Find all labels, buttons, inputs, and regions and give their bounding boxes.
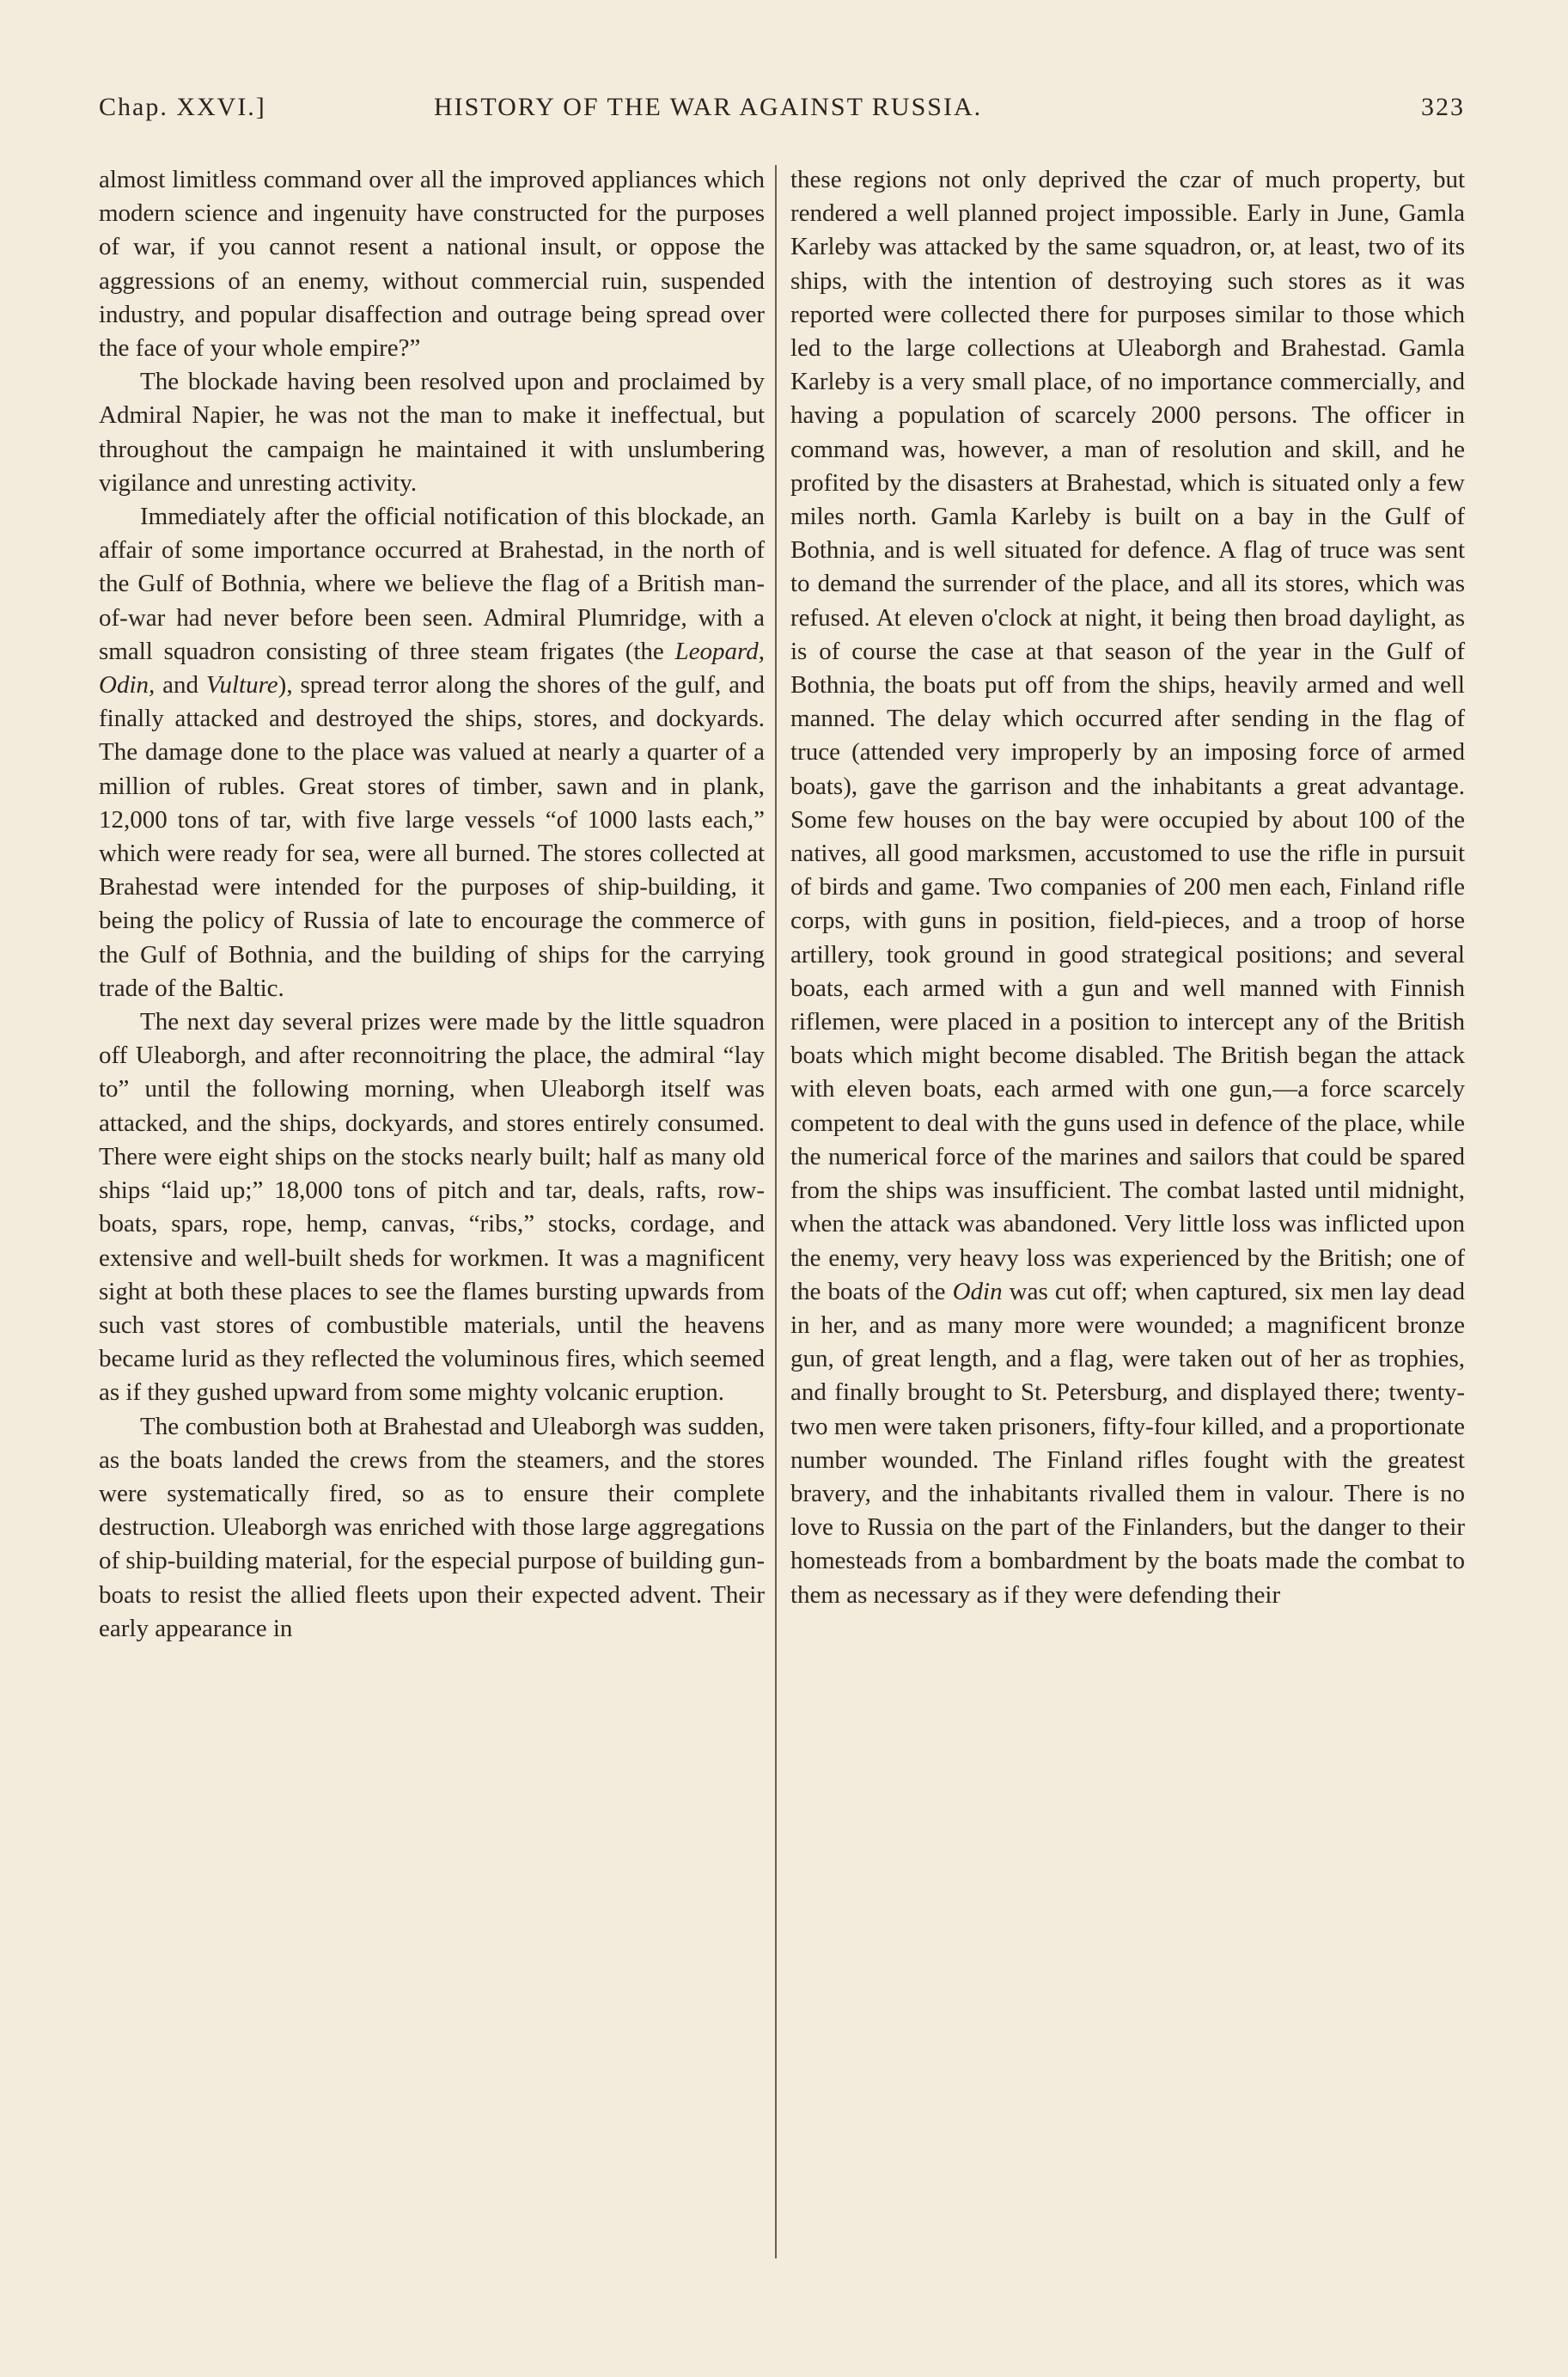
right-column xyxy=(790,163,1465,1612)
paragraph: almost limitless command over all the improved appliances which modern science and ingenuity have constructed for the purposes of war, if you cannot resent a national insult, or oppose the aggressions of an enemy, without commercial ruin, suspended industry, and popular disaffection and outrage being spread over the face of your whole empire?” xyxy=(99,166,765,363)
paragraph: The combustion both at Brahestad and Uleaborgh was sudden, as the boats landed the crews from the steamers, and the stores were systematically fired, so as to ensure their complete destruction. Uleaborgh was enriched with those large aggregations of ship-building material, for the especial purpose of building gun-boats to resist the allied fleets upon their expected advent. Their early appearance in xyxy=(99,1412,765,1642)
ship-name: Leopard, xyxy=(674,637,765,665)
text-run: ), spread terror along the shores of the gulf, and finally attacked and destroyed the ships, stores, and dockyards. The damage done to the place was valued at nearly a quarter of a million of rubles. Great stores of timber, sawn and in plank, 12,000 tons of tar, with five large vessels “of 1000 lasts each,” which were ready for sea, were all burned. The stores collected at Brahestad were intended for the purposes of ship-building, it being the policy of Russia of late to encourage the commerce of the Gulf of Bothnia, and the building of ships for the carrying trade of the Baltic. xyxy=(99,671,766,1002)
paragraph xyxy=(99,500,765,1005)
text-run: Immediately after the official notification of this blockade, an affair of some importance occurred at Brahestad, in the north of the Gulf of Bothnia, where we believe the flag of a British man-of-war had never before been seen. Admiral Plumridge, with a small squadron consisting of three steam frigates (the xyxy=(99,503,765,665)
page-number: 323 xyxy=(1421,93,1465,121)
column-divider xyxy=(775,165,777,2258)
left-column xyxy=(99,163,765,1646)
paragraph xyxy=(790,163,1465,1612)
text-run: was cut off; when captured, six men lay dead in her, and as many more were wounded; a magnificent bronze gun, of great length, and a flag, were taken out of her as trophies, and finally brought to St. Petersburg, and displayed there; twenty-two men were taken prisoners, fifty-four killed, and a proportionate number wounded. The Finland rifles fought with the greatest bravery, and the inhabitants rivalled them in valour. There is no love to Russia on the part of the Finlanders, but the danger to their homesteads from a bombardment by the boats made the combat to them as necessary as if they were defending their xyxy=(790,1277,1466,1609)
paragraph: The next day several prizes were made by the little squadron off Uleaborgh, and after reconnoitring the place, the admiral “lay to” until the following morning, when Uleaborgh itself was attacked, and the ships, dockyards, and stores entirely consumed. There were eight ships on the stocks nearly built; half as many old ships “laid up;” 18,000 tons of pitch and tar, deals, rafts, row-boats, spars, rope, hemp, canvas, “ribs,” stocks, cordage, and extensive and well-built sheds for workmen. It was a magnificent sight at both these places to see the flames bursting upwards from such vast stores of combustible materials, until the heavens became lurid as they reflected the voluminous fires, which seemed as if they gushed upward from some mighty volcanic eruption. xyxy=(99,1008,765,1407)
text-run: and xyxy=(155,671,206,700)
ship-name: Odin, xyxy=(99,671,156,700)
running-title: HISTORY OF THE WAR AGAINST RUSSIA. xyxy=(434,93,983,121)
paragraph: The blockade having been resolved upon and proclaimed by Admiral Napier, he was not the man to make it ineffectual, but throughout the campaign he maintained it with unslumbering vigilance and unresting activity. xyxy=(99,368,765,497)
text-run: these regions not only deprived the czar of much property, but rendered a well planned project impossible. Early in June, Gamla Karleby was attacked by the same squadron, or, at least, two of its ships, with the intention of destroying such stores as it was reported were collected there for purposes similar to those which led to the large collections at Uleaborgh and Brahestad. Gamla Karleby is a very small place, of no importance commercially, and having a population of scarcely 2000 persons. The officer in command was, however, a man of resolution and skill, and he profited by the disasters at Brahestad, which is situated only a few miles north. Gamla Karleby is built on a bay in the Gulf of Bothnia, and is well situated for defence. A flag of truce was sent to demand the surrender of the place, and all its stores, which was refused. At eleven o'clock at night, it being then broad daylight, as is of course the case at that season of the year in the Gulf of Bothnia, the boats put off from the ships, heavily armed and well manned. The delay which occurred after sending in the flag of truce (attended very improperly by an imposing force of armed boats), gave the garrison and the inhabitants a great advantage. Some few houses on the bay were occupied by about 100 of the natives, all good marksmen, accustomed to use the rifle in pursuit of birds and game. Two companies of 200 men each, Finland rifle corps, with guns in position, field-pieces, and a troop of horse artillery, took ground in good strategical positions; and several boats, each armed with a gun and well manned with Finnish riflemen, were placed in a position to intercept any of the British boats which might become disabled. The British began the attack with eleven boats, each armed with one gun,—a force scarcely competent to deal with the guns used in defence of the place, while the numerical force of the marines and sailors that could be spared from the ships was insufficient. The combat lasted until midnight, when the attack was abandoned. Very little loss was inflicted upon the enemy, very heavy loss was experienced by the British; one of the boats of the xyxy=(790,166,1465,1305)
ship-name: Vulture xyxy=(205,671,278,700)
ship-name: Odin xyxy=(952,1277,1003,1305)
chapter-label: Chap. XXVI.] xyxy=(99,93,266,121)
running-header xyxy=(99,93,1465,139)
